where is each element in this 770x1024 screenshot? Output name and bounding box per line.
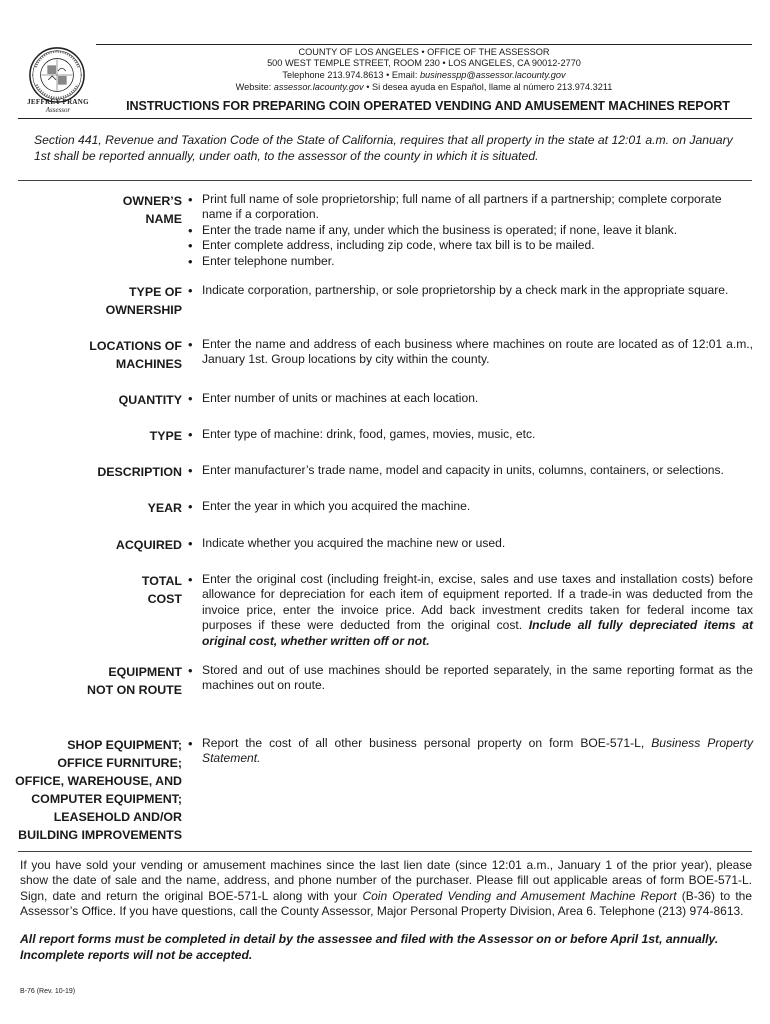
- title-rule: [18, 118, 752, 119]
- header-phone: Telephone 213.974.8613 • Email:: [282, 70, 420, 80]
- section-label: ACQUIRED: [115, 538, 182, 552]
- instruction-list: [188, 499, 753, 514]
- instruction-list: [188, 283, 753, 298]
- closing-rule: [18, 851, 752, 852]
- filing-warning: All report forms must be completed in detail by the assessee and filed with the Assessor on or before April 1st, annually. Incomplete reports will not be accepted.: [20, 932, 719, 962]
- list-item: • Enter the original cost (including freight-in, excise, sales and use taxes and installation costs) before allowance for depreciation for each item of equipment reported. If a trade-in was deducted from the invoice price, enter the invoice price. Add back investment credits taken for federal income tax purposes if these were deducted from the original cost. Include all fully depreciated items at original cost, whether written off or not.: [188, 572, 753, 649]
- intro-paragraph: Section 441, Revenue and Taxation Code of the State of California, requires that all property in the state at 12:01 a.m. on January 1st shall be reported annually, under oath, to the assessor of the county in which it is situated.: [34, 133, 733, 163]
- list-item: • Indicate corporation, partnership, or sole proprietorship by a check mark in the appropriate square.: [188, 283, 753, 298]
- instruction-list: [188, 536, 753, 551]
- instruction-list: [188, 427, 753, 442]
- instruction-list: [188, 663, 753, 694]
- list-item: • Enter telephone number.: [188, 254, 753, 269]
- section-label: TYPE: [149, 429, 182, 443]
- list-item: • Enter the name and address of each business where machines on route are located as of 12:01 a.m., January 1st. Group locations by city within the county.: [188, 337, 753, 368]
- assessor-title: Assessor: [45, 106, 71, 114]
- intro-rule: [18, 180, 752, 181]
- list-item: • Enter manufacturer’s trade name, model and capacity in units, columns, containers, or selections.: [188, 463, 753, 478]
- instruction-list: [188, 736, 753, 767]
- instruction-list: [188, 391, 753, 406]
- closing-paragraph: If you have sold your vending or amusement machines since the last lien date (since 12:01 a.m., January 1 of the prior year), please show the date of sale and the name, address, and phone number of the purchaser. Please fill out applicable areas of form BOE-571-L. Sign, date and return the original BOE-571-L along with your Coin Operated Vending and Amusement Machine Report (B-36) to the Assessor’s Office. If you have questions, call the County Assessor, Major Personal Property Division, Area 6. Telephone (213) 974-8613.: [20, 858, 753, 919]
- section-label: TOTAL COST: [141, 574, 182, 606]
- section-label: OWNER’S NAME: [122, 194, 182, 226]
- list-item: • Enter number of units or machines at each location.: [188, 391, 753, 406]
- section-label: SHOP EQUIPMENT; OFFICE FURNITURE; OFFICE, WAREHOUSE, AND COMPUTER EQUIPMENT; LEASEHOLD AND/OR BUILDING IMPROVEMENTS: [15, 738, 182, 842]
- list-item: • Enter complete address, including zip code, where tax bill is to be mailed.: [188, 238, 753, 253]
- section-label: QUANTITY: [118, 393, 182, 407]
- county-seal-icon: [28, 46, 86, 104]
- instruction-list: [188, 337, 753, 368]
- list-item: • Print full name of sole proprietorship; full name of all partners if a partnership; complete corporate name if a corporation.: [188, 192, 753, 223]
- page-title: INSTRUCTIONS FOR PREPARING COIN OPERATED VENDING AND AMUSEMENT MACHINES REPORT: [126, 99, 730, 113]
- section-label: LOCATIONS OF MACHINES: [89, 339, 182, 371]
- emphasis-text: Include all fully depreciated items at original cost, whether written off or not.: [202, 618, 753, 648]
- form-name: Business Property Statement.: [202, 736, 753, 766]
- header-address: 500 WEST TEMPLE STREET, ROOM 230 • LOS ANGELES, CA 90012-2770: [267, 58, 581, 68]
- list-item: • Stored and out of use machines should be reported separately, in the same reporting format as the machines out on route.: [188, 663, 753, 694]
- header-spanish-help: • Si desea ayuda en Español, llame al número 213.974.3211: [363, 82, 613, 92]
- instruction-list: [188, 572, 753, 649]
- section-label: DESCRIPTION: [97, 465, 182, 479]
- section-label: EQUIPMENT NOT ON ROUTE: [87, 665, 182, 697]
- header-contact: [96, 70, 752, 81]
- list-item: • Enter the year in which you acquired the machine.: [188, 499, 753, 514]
- header-rule: [96, 44, 752, 45]
- report-name: Coin Operated Vending and Amusement Machine Report: [362, 888, 677, 903]
- list-item: • Report the cost of all other business personal property on form BOE-571-L, Business Property Statement.: [188, 736, 753, 767]
- header-office: COUNTY OF LOS ANGELES • OFFICE OF THE ASSESSOR: [298, 47, 550, 57]
- list-item: • Indicate whether you acquired the machine new or used.: [188, 536, 753, 551]
- header-website-line: [96, 82, 752, 93]
- section-label: TYPE OF OWNERSHIP: [105, 285, 182, 317]
- assessor-name: JEFFREY PRANG: [27, 98, 89, 106]
- header-email: businesspp@assessor.lacounty.gov: [419, 70, 566, 80]
- list-item: • Enter the trade name if any, under which the business is operated; if none, leave it blank.: [188, 223, 753, 238]
- instruction-list: [188, 463, 753, 478]
- section-label: YEAR: [147, 501, 182, 515]
- list-item: • Enter type of machine: drink, food, games, movies, music, etc.: [188, 427, 753, 442]
- form-revision: B-76 (Rev. 10-19): [20, 988, 76, 995]
- header-website-prefix: Website:: [235, 82, 274, 92]
- instruction-list: [188, 192, 753, 269]
- header-website: assessor.lacounty.gov: [273, 82, 364, 92]
